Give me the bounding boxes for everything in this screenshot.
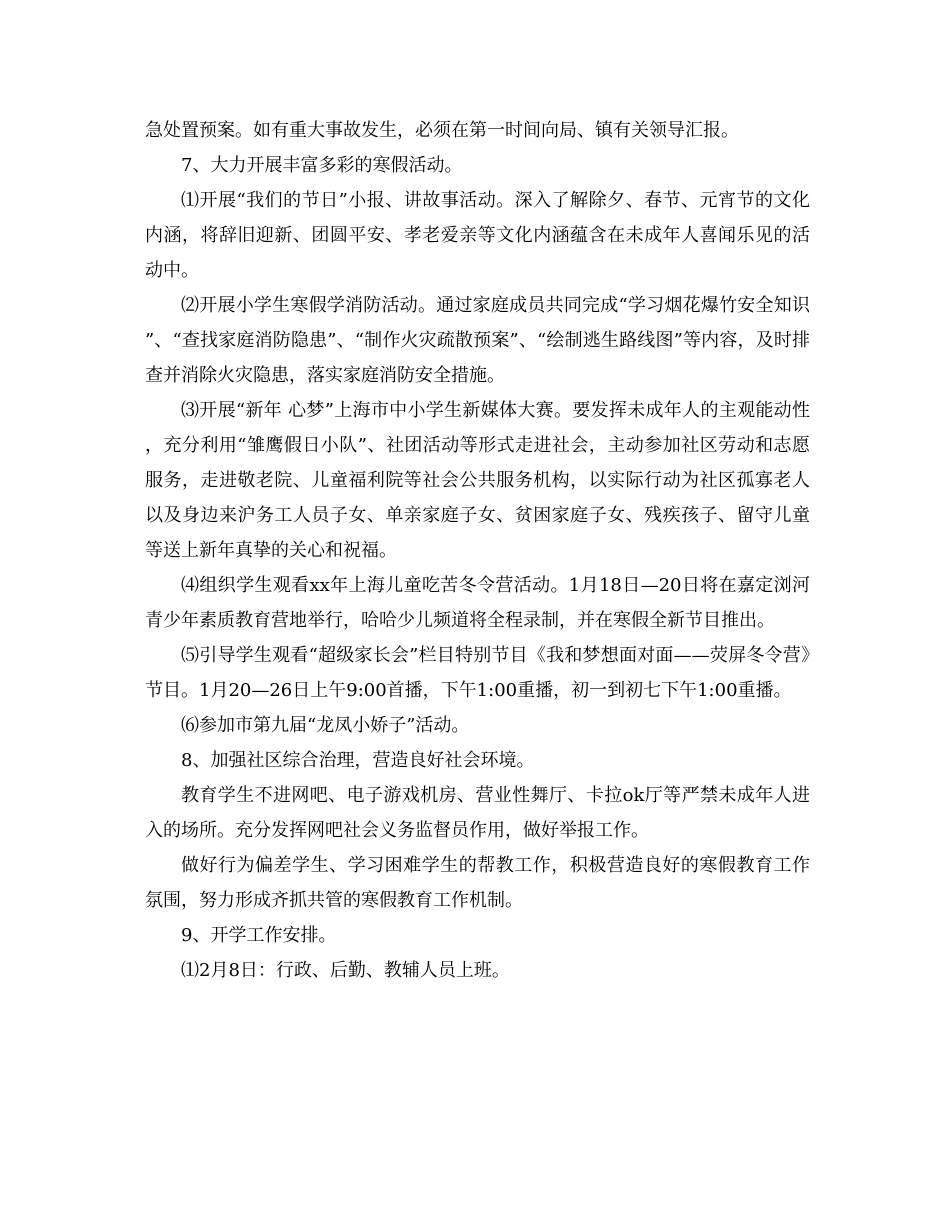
paragraph-item-1: ⑴2月8日：行政、后勤、教辅人员上班。 [181,960,510,981]
document-body [145,113,810,988]
section-heading-7: 7、大力开展丰富多彩的寒假活动。 [181,155,463,176]
section-heading-8: 8、加强社区综合治理，营造良好社会环境。 [181,750,535,771]
paragraph-item-3: ⑶开展“新年 心梦”上海市中小学生新媒体大赛。要发挥未成年人的主观能动性，充分利用“雏鹰假日小队”、社团活动等形式走进社会，主动参加社区劳动和志愿服务，走进敬老院、儿童福利院等社会公共服务机构，以实际行动为社区孤寡老人以及身边来沪务工人员子女、单亲家庭子女、贫困家庭子女、残疾孩子、留守儿童等送上新年真挚的关心和祝福。 [145,400,810,561]
paragraph-item-5: ⑸引导学生观看“超级家长会”栏目特别节目《我和梦想面对面——荧屏冬令营》节目。1月20—26日上午9:00首播，下午1:00重播，初一到初七下午1:00重播。 [145,645,810,701]
paragraph-item-4: ⑷组织学生观看xx年上海儿童吃苦冬令营活动。1月18日—20日将在嘉定浏河青少年素质教育营地举行，哈哈少儿频道将全程录制，并在寒假全新节目推出。 [145,575,810,631]
paragraph-item-1: ⑴开展“我们的节日”小报、讲故事活动。深入了解除夕、春节、元宵节的文化内涵，将辞旧迎新、团圆平安、孝老爱亲等文化内涵蕴含在未成年人喜闻乐见的活动中。 [145,190,810,281]
paragraph-item-6: ⑹参加市第九届“龙凤小娇子”活动。 [181,715,470,736]
paragraph-continuation: 急处置预案。如有重大事故发生，必须在第一时间向局、镇有关领导汇报。 [145,120,739,141]
section-heading-9: 9、开学工作安排。 [181,925,337,946]
paragraph-body: 做好行为偏差学生、学习困难学生的帮教工作，积极营造良好的寒假教育工作氛围，努力形成齐抓共管的寒假教育工作机制。 [145,855,810,911]
paragraph-item-2: ⑵开展小学生寒假学消防活动。通过家庭成员共同完成“学习烟花爆竹安全知识”、“查找家庭消防隐患”、“制作火灾疏散预案”、“绘制逃生路线图”等内容，及时排查并消除火灾隐患，落实家庭消防安全措施。 [145,295,810,386]
paragraph-body: 教育学生不进网吧、电子游戏机房、营业性舞厅、卡拉ok厅等严禁未成年人进入的场所。充分发挥网吧社会义务监督员作用，做好举报工作。 [145,785,810,841]
